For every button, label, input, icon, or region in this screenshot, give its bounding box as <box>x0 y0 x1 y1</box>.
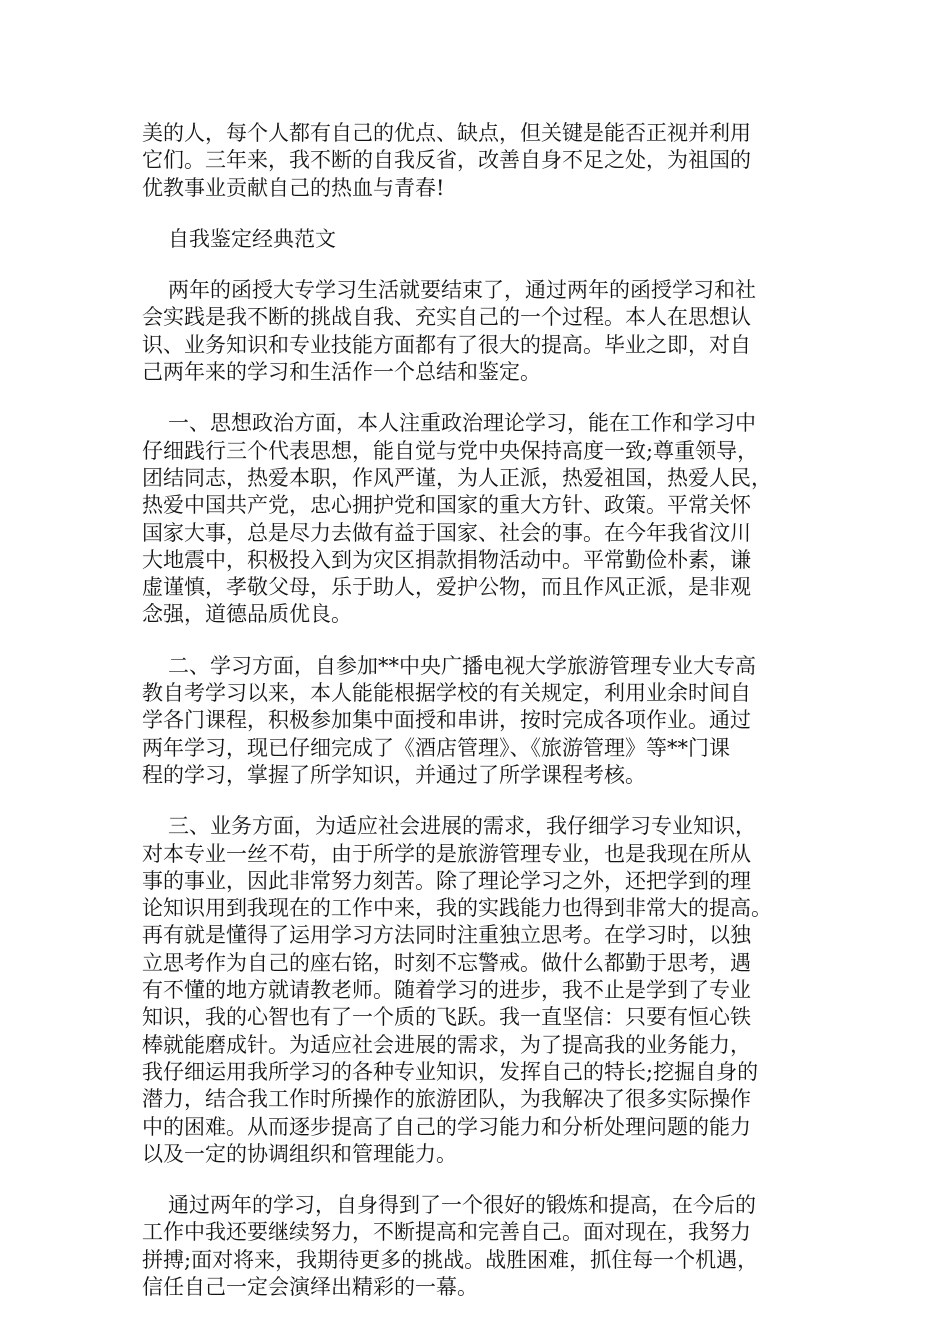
text-line: 学各门课程，积极参加集中面授和串讲，按时完成各项作业。通过 <box>142 708 751 733</box>
text-line: 有不懂的地方就请教老师。随着学习的进步，我不止是学到了专业 <box>142 978 751 1003</box>
text-line: 己两年来的学习和生活作一个总结和鉴定。 <box>142 360 541 385</box>
text-line: 论知识用到我现在的工作中来，我的实践能力也得到非常大的提高。 <box>142 896 772 921</box>
section-heading <box>142 226 814 253</box>
text-line: 对本专业一丝不苟，由于所学的是旅游管理专业，也是我现在所从 <box>142 841 751 866</box>
text-line: 再有就是懂得了运用学习方法同时注重独立思考。在学习时，以独 <box>142 923 751 948</box>
paragraph-study <box>142 653 814 789</box>
text-line: 潜力，结合我工作时所操作的旅游团队，为我解决了很多实际操作 <box>142 1087 751 1112</box>
text-line: 程的学习，掌握了所学知识，并通过了所学课程考核。 <box>142 762 646 787</box>
text-line: 热爱中国共产党，忠心拥护党和国家的重大方针、政策。平常关怀 <box>142 493 751 518</box>
text-line: 两年学习，现已仔细完成了《酒店管理》、《旅游管理》等**门课 <box>142 735 730 760</box>
text-line: 知识，我的心智也有了一个质的飞跃。我一直坚信：只要有恒心铁 <box>142 1005 751 1030</box>
text-line: 信任自己一定会演绎出精彩的一幕。 <box>142 1274 478 1299</box>
text-line: 两年的函授大专学习生活就要结束了，通过两年的函授学习和社 <box>168 278 756 303</box>
text-line: 仔细践行三个代表思想，能自觉与党中央保持高度一致;尊重领导， <box>142 438 759 463</box>
paragraph-continuation <box>142 120 814 202</box>
paragraph-political <box>142 410 814 628</box>
text-line: 优教事业贡献自己的热血与青春! <box>142 175 445 200</box>
paragraph-conclusion <box>142 1192 814 1301</box>
text-line: 事的事业，因此非常努力刻苦。除了理论学习之外，还把学到的理 <box>142 868 751 893</box>
text-line: 二、学习方面，自参加**中央广播电视大学旅游管理专业大专高 <box>168 653 756 678</box>
text-line: 棒就能磨成针。为适应社会进展的需求，为了提高我的业务能力， <box>142 1032 751 1057</box>
text-line: 三、业务方面，为适应社会进展的需求，我仔细学习专业知识， <box>168 814 756 839</box>
text-line: 教自考学习以来，本人能能根据学校的有关规定，利用业余时间自 <box>142 681 751 706</box>
document-body <box>142 120 814 1325</box>
text-line: 团结同志，热爱本职，作风严谨，为人正派，热爱祖国，热爱人民， <box>142 465 772 490</box>
text-line: 美的人，每个人都有自己的优点、缺点，但关键是能否正视并利用 <box>142 121 751 145</box>
text-line: 国家大事，总是尽力去做有益于国家、社会的事。在今年我省汶川 <box>142 520 751 545</box>
text-line: 会实践是我不断的挑战自我、充实自己的一个过程。本人在思想认 <box>142 305 751 330</box>
text-line: 它们。三年来，我不断的自我反省，改善自身不足之处，为祖国的 <box>142 148 751 173</box>
text-line: 拼搏;面对将来，我期待更多的挑战。战胜困难，抓住每一个机遇， <box>142 1247 759 1272</box>
text-line: 中的困难。从而逐步提高了自己的学习能力和分析处理问题的能力 <box>142 1114 751 1139</box>
text-line: 以及一定的协调组织和管理能力。 <box>142 1141 457 1166</box>
text-line: 通过两年的学习，自身得到了一个很好的锻炼和提高，在今后的 <box>168 1193 756 1218</box>
text-line: 大地震中，积极投入到为灾区捐款捐物活动中。平常勤俭朴素，谦 <box>142 547 751 572</box>
text-line: 工作中我还要继续努力，不断提高和完善自己。面对现在，我努力 <box>142 1220 751 1245</box>
text-line: 念强，道德品质优良。 <box>142 602 352 627</box>
text-line: 立思考作为自己的座右铭，时刻不忘警戒。做什么都勤于思考，遇 <box>142 950 751 975</box>
heading-text: 自我鉴定经典范文 <box>168 226 336 251</box>
text-line: 我仔细运用我所学习的各种专业知识，发挥自己的特长;挖掘自身的 <box>142 1059 759 1084</box>
text-line: 虚谨慎，孝敬父母，乐于助人，爱护公物，而且作风正派，是非观 <box>142 575 751 600</box>
paragraph-business <box>142 813 814 1168</box>
paragraph-intro <box>142 277 814 386</box>
text-line: 识、业务知识和专业技能方面都有了很大的提高。毕业之即，对自 <box>142 332 751 357</box>
text-line: 一、思想政治方面，本人注重政治理论学习，能在工作和学习中 <box>168 411 756 436</box>
